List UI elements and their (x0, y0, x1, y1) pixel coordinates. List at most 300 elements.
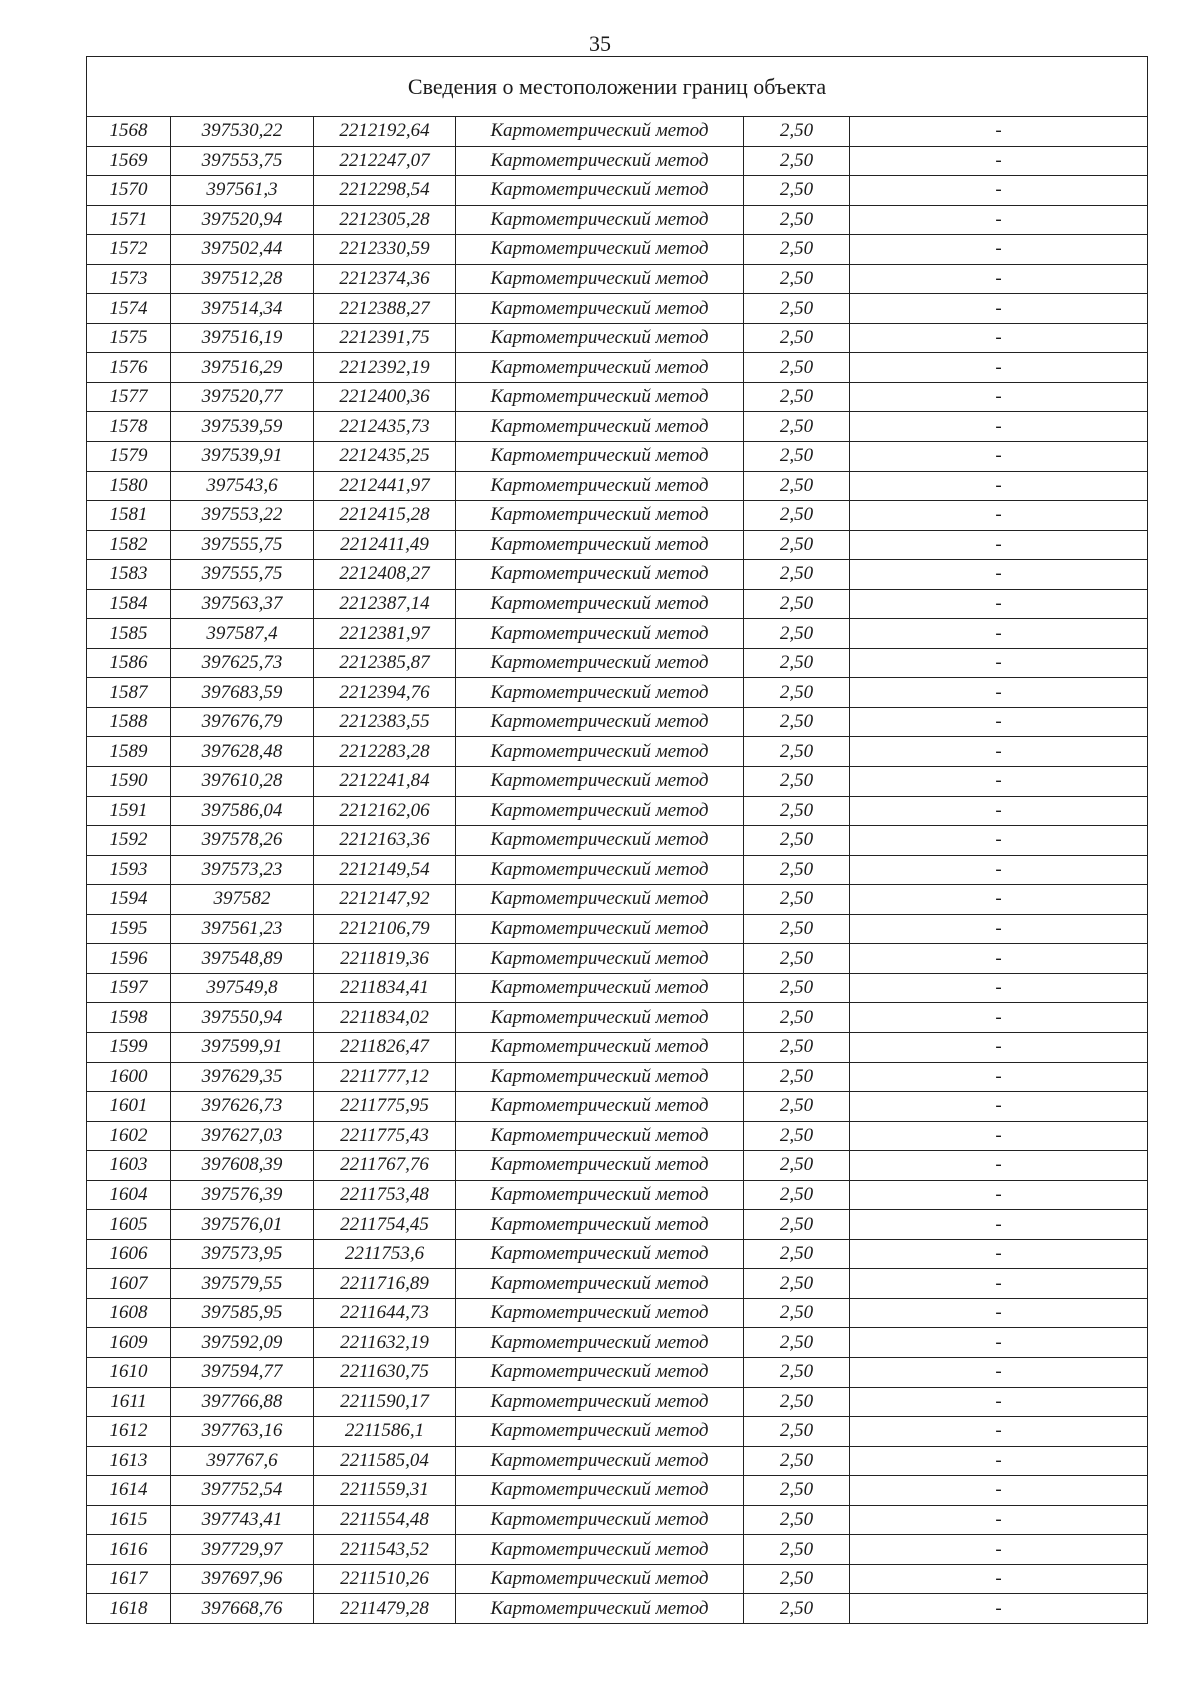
y-coordinate-cell: 2211753,6 (314, 1239, 456, 1269)
y-coordinate-cell: 2212330,59 (314, 235, 456, 265)
description-cell: - (850, 412, 1148, 442)
description-cell: - (850, 1505, 1148, 1535)
method-cell: Картометрический метод (456, 117, 744, 147)
y-coordinate-cell: 2211777,12 (314, 1062, 456, 1092)
method-cell: Картометрический метод (456, 442, 744, 472)
y-coordinate-cell: 2212391,75 (314, 323, 456, 353)
x-coordinate-cell: 397563,37 (171, 589, 314, 619)
y-coordinate-cell: 2212305,28 (314, 205, 456, 235)
method-cell: Картометрический метод (456, 1535, 744, 1565)
point-number-cell: 1578 (87, 412, 171, 442)
description-cell: - (850, 235, 1148, 265)
y-coordinate-cell: 2212435,25 (314, 442, 456, 472)
method-cell: Картометрический метод (456, 944, 744, 974)
x-coordinate-cell: 397561,23 (171, 914, 314, 944)
x-coordinate-cell: 397763,16 (171, 1417, 314, 1447)
point-number-cell: 1570 (87, 176, 171, 206)
y-coordinate-cell: 2211590,17 (314, 1387, 456, 1417)
x-coordinate-cell: 397625,73 (171, 648, 314, 678)
accuracy-cell: 2,50 (744, 1594, 850, 1624)
point-number-cell: 1602 (87, 1121, 171, 1151)
table-row (87, 1239, 1148, 1269)
x-coordinate-cell: 397767,6 (171, 1446, 314, 1476)
x-coordinate-cell: 397573,95 (171, 1239, 314, 1269)
point-number-cell: 1598 (87, 1003, 171, 1033)
y-coordinate-cell: 2211716,89 (314, 1269, 456, 1299)
method-cell: Картометрический метод (456, 826, 744, 856)
accuracy-cell: 2,50 (744, 1564, 850, 1594)
point-number-cell: 1607 (87, 1269, 171, 1299)
point-number-cell: 1583 (87, 560, 171, 590)
table-row (87, 826, 1148, 856)
description-cell: - (850, 1269, 1148, 1299)
accuracy-cell: 2,50 (744, 885, 850, 915)
point-number-cell: 1571 (87, 205, 171, 235)
table-row (87, 235, 1148, 265)
y-coordinate-cell: 2211767,76 (314, 1151, 456, 1181)
description-cell: - (850, 648, 1148, 678)
point-number-cell: 1600 (87, 1062, 171, 1092)
y-coordinate-cell: 2211775,95 (314, 1092, 456, 1122)
table-row (87, 1151, 1148, 1181)
description-cell: - (850, 323, 1148, 353)
y-coordinate-cell: 2211754,45 (314, 1210, 456, 1240)
point-number-cell: 1576 (87, 353, 171, 383)
accuracy-cell: 2,50 (744, 382, 850, 412)
accuracy-cell: 2,50 (744, 1446, 850, 1476)
x-coordinate-cell: 397548,89 (171, 944, 314, 974)
method-cell: Картометрический метод (456, 855, 744, 885)
method-cell: Картометрический метод (456, 885, 744, 915)
method-cell: Картометрический метод (456, 914, 744, 944)
point-number-cell: 1589 (87, 737, 171, 767)
x-coordinate-cell: 397592,09 (171, 1328, 314, 1358)
y-coordinate-cell: 2211554,48 (314, 1505, 456, 1535)
table-row (87, 501, 1148, 531)
x-coordinate-cell: 397610,28 (171, 767, 314, 797)
y-coordinate-cell: 2212385,87 (314, 648, 456, 678)
table-row (87, 737, 1148, 767)
accuracy-cell: 2,50 (744, 205, 850, 235)
table-row (87, 323, 1148, 353)
y-coordinate-cell: 2211834,41 (314, 973, 456, 1003)
point-number-cell: 1608 (87, 1298, 171, 1328)
table-row (87, 382, 1148, 412)
method-cell: Картометрический метод (456, 707, 744, 737)
point-number-cell: 1577 (87, 382, 171, 412)
table-row (87, 1505, 1148, 1535)
y-coordinate-cell: 2212415,28 (314, 501, 456, 531)
method-cell: Картометрический метод (456, 382, 744, 412)
description-cell: - (850, 1121, 1148, 1151)
table-row (87, 1269, 1148, 1299)
point-number-cell: 1591 (87, 796, 171, 826)
method-cell: Картометрический метод (456, 648, 744, 678)
accuracy-cell: 2,50 (744, 944, 850, 974)
table-row (87, 707, 1148, 737)
description-cell: - (850, 1594, 1148, 1624)
x-coordinate-cell: 397578,26 (171, 826, 314, 856)
accuracy-cell: 2,50 (744, 1210, 850, 1240)
x-coordinate-cell: 397553,75 (171, 146, 314, 176)
description-cell: - (850, 294, 1148, 324)
method-cell: Картометрический метод (456, 737, 744, 767)
method-cell: Картометрический метод (456, 1298, 744, 1328)
table-row (87, 796, 1148, 826)
method-cell: Картометрический метод (456, 1151, 744, 1181)
table-row (87, 1032, 1148, 1062)
method-cell: Картометрический метод (456, 1239, 744, 1269)
table-row (87, 944, 1148, 974)
table-row (87, 471, 1148, 501)
description-cell: - (850, 1062, 1148, 1092)
table-row (87, 619, 1148, 649)
y-coordinate-cell: 2212394,76 (314, 678, 456, 708)
description-cell: - (850, 1417, 1148, 1447)
description-cell: - (850, 205, 1148, 235)
point-number-cell: 1597 (87, 973, 171, 1003)
x-coordinate-cell: 397629,35 (171, 1062, 314, 1092)
table-row (87, 589, 1148, 619)
table-title: Сведения о местоположении границ объекта (87, 57, 1148, 117)
accuracy-cell: 2,50 (744, 412, 850, 442)
accuracy-cell: 2,50 (744, 176, 850, 206)
description-cell: - (850, 264, 1148, 294)
method-cell: Картометрический метод (456, 353, 744, 383)
point-number-cell: 1594 (87, 885, 171, 915)
y-coordinate-cell: 2212381,97 (314, 619, 456, 649)
method-cell: Картометрический метод (456, 1210, 744, 1240)
description-cell: - (850, 117, 1148, 147)
method-cell: Картометрический метод (456, 1564, 744, 1594)
method-cell: Картометрический метод (456, 1269, 744, 1299)
y-coordinate-cell: 2212247,07 (314, 146, 456, 176)
table-row (87, 1121, 1148, 1151)
y-coordinate-cell: 2212400,36 (314, 382, 456, 412)
description-cell: - (850, 796, 1148, 826)
table-row (87, 1535, 1148, 1565)
point-number-cell: 1618 (87, 1594, 171, 1624)
table-row (87, 1387, 1148, 1417)
y-coordinate-cell: 2211644,73 (314, 1298, 456, 1328)
accuracy-cell: 2,50 (744, 560, 850, 590)
x-coordinate-cell: 397520,94 (171, 205, 314, 235)
y-coordinate-cell: 2211543,52 (314, 1535, 456, 1565)
point-number-cell: 1573 (87, 264, 171, 294)
method-cell: Картометрический метод (456, 235, 744, 265)
description-cell: - (850, 885, 1148, 915)
accuracy-cell: 2,50 (744, 914, 850, 944)
x-coordinate-cell: 397553,22 (171, 501, 314, 531)
point-number-cell: 1581 (87, 501, 171, 531)
method-cell: Картометрический метод (456, 767, 744, 797)
x-coordinate-cell: 397530,22 (171, 117, 314, 147)
accuracy-cell: 2,50 (744, 855, 850, 885)
y-coordinate-cell: 2212388,27 (314, 294, 456, 324)
x-coordinate-cell: 397743,41 (171, 1505, 314, 1535)
x-coordinate-cell: 397514,34 (171, 294, 314, 324)
point-number-cell: 1575 (87, 323, 171, 353)
x-coordinate-cell: 397729,97 (171, 1535, 314, 1565)
method-cell: Картометрический метод (456, 1003, 744, 1033)
accuracy-cell: 2,50 (744, 1476, 850, 1506)
accuracy-cell: 2,50 (744, 678, 850, 708)
accuracy-cell: 2,50 (744, 235, 850, 265)
description-cell: - (850, 1151, 1148, 1181)
accuracy-cell: 2,50 (744, 323, 850, 353)
accuracy-cell: 2,50 (744, 1269, 850, 1299)
table-row (87, 264, 1148, 294)
description-cell: - (850, 589, 1148, 619)
x-coordinate-cell: 397502,44 (171, 235, 314, 265)
y-coordinate-cell: 2212149,54 (314, 855, 456, 885)
accuracy-cell: 2,50 (744, 1003, 850, 1033)
method-cell: Картометрический метод (456, 1357, 744, 1387)
method-cell: Картометрический метод (456, 264, 744, 294)
table-row (87, 294, 1148, 324)
table-row (87, 1357, 1148, 1387)
point-number-cell: 1613 (87, 1446, 171, 1476)
accuracy-cell: 2,50 (744, 589, 850, 619)
y-coordinate-cell: 2212162,06 (314, 796, 456, 826)
x-coordinate-cell: 397576,39 (171, 1180, 314, 1210)
method-cell: Картометрический метод (456, 1505, 744, 1535)
accuracy-cell: 2,50 (744, 973, 850, 1003)
table-row (87, 1298, 1148, 1328)
y-coordinate-cell: 2212408,27 (314, 560, 456, 590)
description-cell: - (850, 1092, 1148, 1122)
x-coordinate-cell: 397555,75 (171, 560, 314, 590)
accuracy-cell: 2,50 (744, 796, 850, 826)
method-cell: Картометрический метод (456, 589, 744, 619)
point-number-cell: 1605 (87, 1210, 171, 1240)
x-coordinate-cell: 397697,96 (171, 1564, 314, 1594)
accuracy-cell: 2,50 (744, 1092, 850, 1122)
x-coordinate-cell: 397516,19 (171, 323, 314, 353)
method-cell: Картометрический метод (456, 1121, 744, 1151)
description-cell: - (850, 176, 1148, 206)
point-number-cell: 1595 (87, 914, 171, 944)
description-cell: - (850, 1476, 1148, 1506)
y-coordinate-cell: 2211632,19 (314, 1328, 456, 1358)
y-coordinate-cell: 2212374,36 (314, 264, 456, 294)
y-coordinate-cell: 2212163,36 (314, 826, 456, 856)
method-cell: Картометрический метод (456, 678, 744, 708)
method-cell: Картометрический метод (456, 205, 744, 235)
y-coordinate-cell: 2211819,36 (314, 944, 456, 974)
x-coordinate-cell: 397594,77 (171, 1357, 314, 1387)
y-coordinate-cell: 2211586,1 (314, 1417, 456, 1447)
table-row (87, 412, 1148, 442)
accuracy-cell: 2,50 (744, 1535, 850, 1565)
point-number-cell: 1580 (87, 471, 171, 501)
table-row (87, 1092, 1148, 1122)
method-cell: Картометрический метод (456, 1446, 744, 1476)
method-cell: Картометрический метод (456, 619, 744, 649)
accuracy-cell: 2,50 (744, 530, 850, 560)
method-cell: Картометрический метод (456, 1594, 744, 1624)
method-cell: Картометрический метод (456, 323, 744, 353)
x-coordinate-cell: 397579,55 (171, 1269, 314, 1299)
method-cell: Картометрический метод (456, 501, 744, 531)
accuracy-cell: 2,50 (744, 826, 850, 856)
x-coordinate-cell: 397549,8 (171, 973, 314, 1003)
point-number-cell: 1603 (87, 1151, 171, 1181)
y-coordinate-cell: 2212283,28 (314, 737, 456, 767)
accuracy-cell: 2,50 (744, 442, 850, 472)
method-cell: Картометрический метод (456, 176, 744, 206)
point-number-cell: 1593 (87, 855, 171, 885)
table-row (87, 973, 1148, 1003)
description-cell: - (850, 530, 1148, 560)
accuracy-cell: 2,50 (744, 471, 850, 501)
x-coordinate-cell: 397512,28 (171, 264, 314, 294)
description-cell: - (850, 914, 1148, 944)
table-row (87, 1476, 1148, 1506)
table-row (87, 530, 1148, 560)
y-coordinate-cell: 2211479,28 (314, 1594, 456, 1624)
accuracy-cell: 2,50 (744, 1357, 850, 1387)
point-number-cell: 1592 (87, 826, 171, 856)
accuracy-cell: 2,50 (744, 1151, 850, 1181)
table-row (87, 1062, 1148, 1092)
table-row (87, 560, 1148, 590)
description-cell: - (850, 1357, 1148, 1387)
y-coordinate-cell: 2212435,73 (314, 412, 456, 442)
page-number: 35 (589, 31, 611, 56)
x-coordinate-cell: 397668,76 (171, 1594, 314, 1624)
point-number-cell: 1568 (87, 117, 171, 147)
x-coordinate-cell: 397599,91 (171, 1032, 314, 1062)
point-number-cell: 1585 (87, 619, 171, 649)
point-number-cell: 1587 (87, 678, 171, 708)
accuracy-cell: 2,50 (744, 1417, 850, 1447)
method-cell: Картометрический метод (456, 412, 744, 442)
table-row (87, 146, 1148, 176)
y-coordinate-cell: 2211559,31 (314, 1476, 456, 1506)
description-cell: - (850, 1328, 1148, 1358)
description-cell: - (850, 973, 1148, 1003)
point-number-cell: 1617 (87, 1564, 171, 1594)
table-row (87, 176, 1148, 206)
table-row (87, 914, 1148, 944)
description-cell: - (850, 1032, 1148, 1062)
y-coordinate-cell: 2212298,54 (314, 176, 456, 206)
table-row (87, 885, 1148, 915)
x-coordinate-cell: 397683,59 (171, 678, 314, 708)
x-coordinate-cell: 397627,03 (171, 1121, 314, 1151)
table-row (87, 353, 1148, 383)
description-cell: - (850, 1298, 1148, 1328)
x-coordinate-cell: 397608,39 (171, 1151, 314, 1181)
accuracy-cell: 2,50 (744, 294, 850, 324)
description-cell: - (850, 707, 1148, 737)
accuracy-cell: 2,50 (744, 353, 850, 383)
description-cell: - (850, 382, 1148, 412)
method-cell: Картометрический метод (456, 1032, 744, 1062)
y-coordinate-cell: 2211630,75 (314, 1357, 456, 1387)
boundary-table-container (86, 56, 1147, 1624)
x-coordinate-cell: 397555,75 (171, 530, 314, 560)
point-number-cell: 1615 (87, 1505, 171, 1535)
accuracy-cell: 2,50 (744, 1121, 850, 1151)
table-row (87, 1594, 1148, 1624)
table-row (87, 767, 1148, 797)
accuracy-cell: 2,50 (744, 1239, 850, 1269)
x-coordinate-cell: 397576,01 (171, 1210, 314, 1240)
accuracy-cell: 2,50 (744, 1328, 850, 1358)
table-row (87, 117, 1148, 147)
point-number-cell: 1614 (87, 1476, 171, 1506)
description-cell: - (850, 1180, 1148, 1210)
description-cell: - (850, 501, 1148, 531)
method-cell: Картометрический метод (456, 294, 744, 324)
table-row (87, 1003, 1148, 1033)
y-coordinate-cell: 2211753,48 (314, 1180, 456, 1210)
y-coordinate-cell: 2212383,55 (314, 707, 456, 737)
point-number-cell: 1584 (87, 589, 171, 619)
y-coordinate-cell: 2211826,47 (314, 1032, 456, 1062)
point-number-cell: 1611 (87, 1387, 171, 1417)
method-cell: Картометрический метод (456, 1062, 744, 1092)
point-number-cell: 1612 (87, 1417, 171, 1447)
description-cell: - (850, 678, 1148, 708)
boundary-coordinates-table (86, 56, 1148, 1624)
description-cell: - (850, 442, 1148, 472)
x-coordinate-cell: 397561,3 (171, 176, 314, 206)
point-number-cell: 1609 (87, 1328, 171, 1358)
table-row (87, 648, 1148, 678)
point-number-cell: 1588 (87, 707, 171, 737)
y-coordinate-cell: 2212147,92 (314, 885, 456, 915)
point-number-cell: 1599 (87, 1032, 171, 1062)
x-coordinate-cell: 397626,73 (171, 1092, 314, 1122)
x-coordinate-cell: 397585,95 (171, 1298, 314, 1328)
point-number-cell: 1606 (87, 1239, 171, 1269)
x-coordinate-cell: 397516,29 (171, 353, 314, 383)
point-number-cell: 1582 (87, 530, 171, 560)
accuracy-cell: 2,50 (744, 737, 850, 767)
accuracy-cell: 2,50 (744, 1032, 850, 1062)
accuracy-cell: 2,50 (744, 501, 850, 531)
point-number-cell: 1590 (87, 767, 171, 797)
method-cell: Картометрический метод (456, 1476, 744, 1506)
y-coordinate-cell: 2212387,14 (314, 589, 456, 619)
point-number-cell: 1610 (87, 1357, 171, 1387)
table-row (87, 1564, 1148, 1594)
accuracy-cell: 2,50 (744, 1180, 850, 1210)
accuracy-cell: 2,50 (744, 1298, 850, 1328)
x-coordinate-cell: 397752,54 (171, 1476, 314, 1506)
accuracy-cell: 2,50 (744, 264, 850, 294)
table-row (87, 855, 1148, 885)
method-cell: Картометрический метод (456, 1417, 744, 1447)
accuracy-cell: 2,50 (744, 648, 850, 678)
y-coordinate-cell: 2212192,64 (314, 117, 456, 147)
method-cell: Картометрический метод (456, 796, 744, 826)
point-number-cell: 1574 (87, 294, 171, 324)
x-coordinate-cell: 397550,94 (171, 1003, 314, 1033)
description-cell: - (850, 1387, 1148, 1417)
y-coordinate-cell: 2212411,49 (314, 530, 456, 560)
description-cell: - (850, 1564, 1148, 1594)
point-number-cell: 1572 (87, 235, 171, 265)
x-coordinate-cell: 397676,79 (171, 707, 314, 737)
point-number-cell: 1579 (87, 442, 171, 472)
y-coordinate-cell: 2211510,26 (314, 1564, 456, 1594)
method-cell: Картометрический метод (456, 973, 744, 1003)
description-cell: - (850, 737, 1148, 767)
